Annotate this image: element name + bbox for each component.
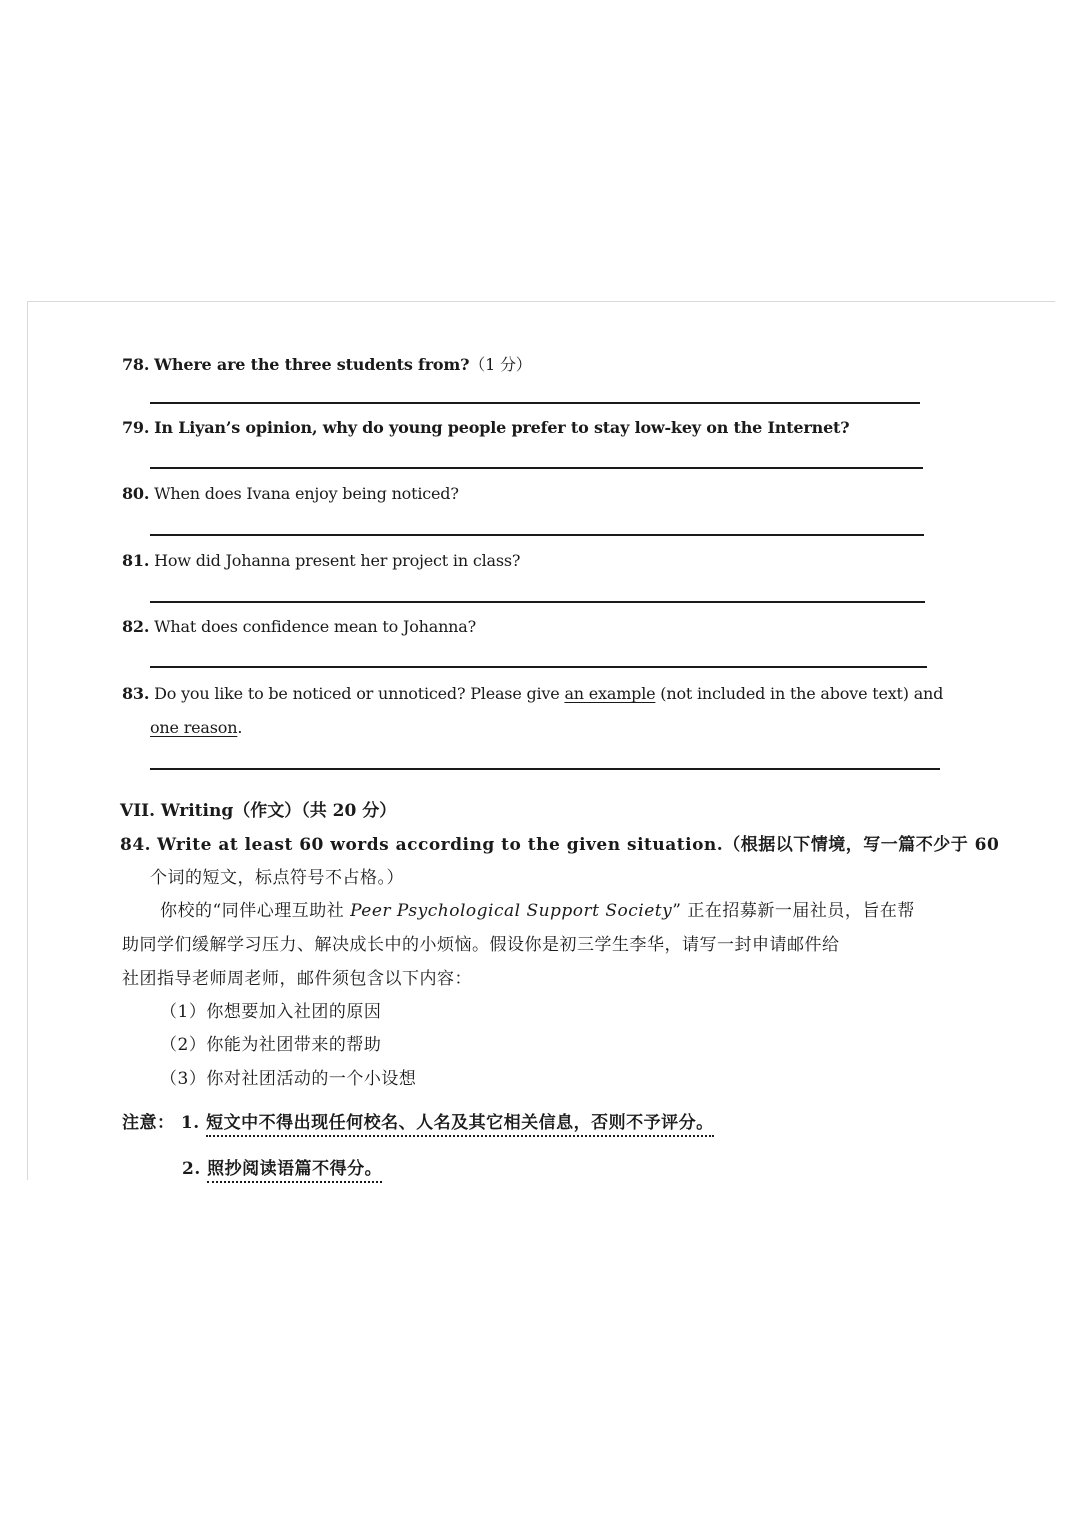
underlined-reason: one reason — [150, 718, 238, 737]
answer-line-81[interactable] — [150, 601, 925, 603]
note-2-text: 照抄阅读语篇不得分。 — [207, 1159, 382, 1183]
situation-line-3: 社团指导老师周老师，邮件须包含以下内容： — [122, 969, 472, 989]
question-83: 83. Do you like to be noticed or unnoticed? Please give an example (not included in the above text) and — [122, 684, 944, 703]
question-80: 80. When does Ivana enjoy being noticed? — [122, 484, 459, 503]
requirement-item: （3）你对社团活动的一个小设想 — [160, 1069, 417, 1089]
answer-line-83[interactable] — [150, 768, 940, 770]
situation-line-1: 你校的“同伴心理互助社 Peer Psychological Support Society” 正在招募新一届社员，旨在帮 — [160, 901, 915, 921]
task-84-line-1: 84. Write at least 60 words according to the given situation.（根据以下情境，写一篇不少于 60 — [120, 835, 1000, 855]
note-2: 2. 照抄阅读语篇不得分。 — [182, 1154, 382, 1179]
question-78-score: （1 分） — [469, 355, 532, 374]
society-name: Peer Psychological Support Society — [350, 901, 673, 921]
requirement-item: （2）你能为社团带来的帮助 — [160, 1035, 382, 1055]
answer-line-79[interactable] — [150, 467, 923, 469]
note-1-text: 短文中不得出现任何校名、人名及其它相关信息，否则不予评分。 — [206, 1113, 714, 1137]
question-83-line-2: one reason. — [150, 718, 243, 737]
underlined-example: an example — [564, 684, 656, 703]
question-81: 81. How did Johanna present her project in class? — [122, 551, 521, 570]
question-82: 82. What does confidence mean to Johanna? — [122, 617, 476, 636]
note-1: 注意： 1. 短文中不得出现任何校名、人名及其它相关信息，否则不予评分。 — [122, 1108, 714, 1133]
answer-line-82[interactable] — [150, 666, 927, 668]
situation-line-2: 助同学们缓解学习压力、解决成长中的小烦恼。假设你是初三学生李华，请写一封申请邮件给 — [122, 935, 840, 955]
task-84-line-2: 个词的短文，标点符号不占格。） — [150, 868, 404, 888]
question-79: 79. In Liyan’s opinion, why do young people prefer to stay low-key on the Internet? — [122, 418, 850, 437]
answer-line-78[interactable] — [150, 402, 920, 404]
requirement-item: （1）你想要加入社团的原因 — [160, 1002, 382, 1022]
answer-line-80[interactable] — [150, 534, 924, 536]
question-78: 78. Where are the three students from?（1 分） — [122, 355, 532, 374]
section-heading-writing: VII. Writing（作文）（共 20 分） — [120, 801, 397, 821]
